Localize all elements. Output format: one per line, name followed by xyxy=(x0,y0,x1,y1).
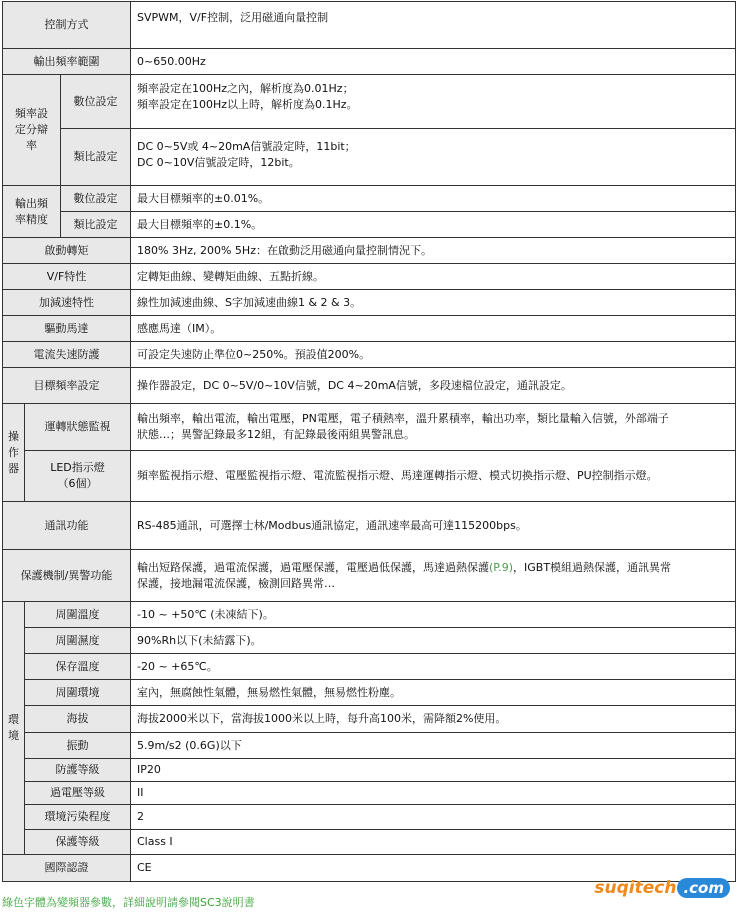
value-env-item: -10 ~ +50℃ (未凍結下)。 xyxy=(131,602,736,628)
brand-watermark xyxy=(594,876,730,900)
row-drive-motor xyxy=(3,316,736,342)
row-env-temp xyxy=(3,602,736,628)
row-env-protection-class xyxy=(3,830,736,855)
label-target-freq-setting: 目標頻率設定 xyxy=(3,368,131,404)
row-operator-led xyxy=(3,451,736,502)
brand-suffix: .com xyxy=(677,878,730,898)
label-environment xyxy=(3,602,25,855)
label-env-item: 周圍濕度 xyxy=(25,628,131,654)
label-control-method: 控制方式 xyxy=(3,2,131,49)
label-certification: 國際認證 xyxy=(3,855,131,882)
label-communication: 通訊功能 xyxy=(3,502,131,550)
value-env-item: -20 ~ +65℃。 xyxy=(131,654,736,680)
value-env-item: 室內，無腐蝕性氣體，無易燃性氣體，無易燃性粉塵。 xyxy=(131,680,736,706)
row-protection xyxy=(3,550,736,602)
label-env-item: 海拔 xyxy=(25,706,131,733)
row-vf-characteristic xyxy=(3,264,736,290)
value-accel-decel: 線性加減速曲線、S字加減速曲線1 & 2 & 3。 xyxy=(131,290,736,316)
value-stall-prevention: 可設定失速防止準位0~250%。預設值200%。 xyxy=(131,342,736,368)
label-led-indicator xyxy=(25,451,131,502)
label-drive-motor: 驅動馬達 xyxy=(3,316,131,342)
text-line: DC 0~5V或 4~20mA信號設定時，11bit； xyxy=(137,140,356,153)
spec-table xyxy=(2,1,736,882)
value-env-item: Class I xyxy=(131,830,736,855)
label-char: 境 xyxy=(8,729,19,742)
value-drive-motor: 感應馬達（IM）。 xyxy=(131,316,736,342)
label-operator xyxy=(3,404,25,502)
value-certification: CE xyxy=(131,855,736,882)
label-env-item: 周圍溫度 xyxy=(25,602,131,628)
row-freq-resolution-digital xyxy=(3,75,736,129)
value-control-method: SVPWM，V/F控制，泛用磁通向量控制 xyxy=(131,2,736,49)
row-env-protection-grade xyxy=(3,759,736,782)
label-analog-setting: 類比設定 xyxy=(61,129,131,186)
text-line: DC 0~10V信號設定時，12bit。 xyxy=(137,156,300,169)
value-env-item: 5.9m/s2 (0.6G)以下 xyxy=(131,733,736,759)
label-output-freq-range: 輸出頻率範圍 xyxy=(3,49,131,75)
row-starting-torque xyxy=(3,238,736,264)
text-line: 頻率設定在100Hz之內，解析度為0.01Hz； xyxy=(137,82,354,95)
value-freq-resolution-digital xyxy=(131,75,736,129)
value-freq-accuracy-digital: 最大目標頻率的±0.01%。 xyxy=(131,186,736,212)
text-line: 頻率設定在100Hz以上時，解析度為0.1Hz。 xyxy=(137,98,358,111)
label-char: 環 xyxy=(8,713,19,726)
label-env-item: 保護等級 xyxy=(25,830,131,855)
label-char: 操 xyxy=(8,429,19,443)
row-env-vibration xyxy=(3,733,736,759)
row-freq-accuracy-analog xyxy=(3,212,736,238)
label-digital-setting: 數位設定 xyxy=(61,75,131,129)
label-line: （6個） xyxy=(57,477,98,490)
row-control-method xyxy=(3,2,736,49)
text-segment: ，IGBT模組過熱保護，通訊異常 xyxy=(513,560,672,574)
row-env-altitude xyxy=(3,706,736,733)
value-env-item: IP20 xyxy=(131,759,736,782)
row-communication xyxy=(3,502,736,550)
row-freq-accuracy-digital xyxy=(3,186,736,212)
footnote: 綠色字體為變頻器參數，詳細說明請參閱SC3說明書 xyxy=(2,896,255,909)
label-env-item: 過電壓等級 xyxy=(25,782,131,805)
label-freq-accuracy xyxy=(3,186,61,238)
label-vf-characteristic: V/F特性 xyxy=(3,264,131,290)
label-freq-resolution xyxy=(3,75,61,186)
label-char: 器 xyxy=(8,461,19,475)
label-char: 作 xyxy=(8,445,19,459)
text-line: 保護，接地漏電流保護，檢測回路異常… xyxy=(137,576,335,590)
value-output-freq-range: 0~650.00Hz xyxy=(131,49,736,75)
row-env-overvoltage xyxy=(3,782,736,805)
label-starting-torque: 啟動轉矩 xyxy=(3,238,131,264)
label-running-status-monitor: 運轉狀態監視 xyxy=(25,404,131,451)
text-line xyxy=(137,560,729,576)
label-stall-prevention: 電流失速防護 xyxy=(3,342,131,368)
row-freq-resolution-analog xyxy=(3,129,736,186)
row-env-storage-temp xyxy=(3,654,736,680)
value-env-item: 90%Rh以下(未結露下)。 xyxy=(131,628,736,654)
label-line: 輸出頻 xyxy=(15,196,48,210)
value-env-item: 2 xyxy=(131,805,736,830)
value-protection xyxy=(131,550,736,602)
value-vf-characteristic: 定轉矩曲線、變轉矩曲線、五點折線。 xyxy=(131,264,736,290)
label-protection: 保護機制/異警功能 xyxy=(3,550,131,602)
value-running-status-monitor xyxy=(131,404,736,451)
label-accel-decel: 加減速特性 xyxy=(3,290,131,316)
text-line: 輸出頻率，輸出電流，輸出電壓，PN電壓，電子積熱率，溫升累積率，輸出功率，類比量輸入信號，外部端子 xyxy=(137,412,669,425)
label-line: 率精度 xyxy=(15,212,48,226)
label-env-item: 振動 xyxy=(25,733,131,759)
label-line: LED指示燈 xyxy=(50,461,105,474)
label-env-item: 保存溫度 xyxy=(25,654,131,680)
value-freq-resolution-analog xyxy=(131,129,736,186)
row-stall-prevention xyxy=(3,342,736,368)
parameter-link: (P.9) xyxy=(489,560,513,574)
label-analog-setting: 類比設定 xyxy=(61,212,131,238)
row-env-ambient xyxy=(3,680,736,706)
value-env-item: 海拔2000米以下，當海拔1000米以上時，每升高100米，需降額2%使用。 xyxy=(131,706,736,733)
value-target-freq-setting: 操作器設定，DC 0~5V/0~10V信號，DC 4~20mA信號，多段速檔位設定，通訊設定。 xyxy=(131,368,736,404)
row-accel-decel xyxy=(3,290,736,316)
label-env-item: 周圍環境 xyxy=(25,680,131,706)
label-digital-setting: 數位設定 xyxy=(61,186,131,212)
label-line: 率 xyxy=(26,139,37,152)
text-segment: 輸出短路保護，過電流保護，過電壓保護，電壓過低保護，馬達過熱保護 xyxy=(137,560,489,574)
brand-name: suqitech xyxy=(594,878,677,898)
row-env-pollution xyxy=(3,805,736,830)
value-led-indicator: 頻率監視指示燈、電壓監視指示燈、電流監視指示燈、馬達運轉指示燈、模式切換指示燈、PU控制指示燈。 xyxy=(131,451,736,502)
value-env-item: II xyxy=(131,782,736,805)
label-env-item: 防護等級 xyxy=(25,759,131,782)
label-env-item: 環境污染程度 xyxy=(25,805,131,830)
text-line: 狀態…；異警記錄最多12組，有記錄最後兩組異警訊息。 xyxy=(137,428,415,441)
row-operator-monitor xyxy=(3,404,736,451)
row-output-freq-range xyxy=(3,49,736,75)
label-line: 頻率設 xyxy=(15,107,48,120)
row-target-freq-setting xyxy=(3,368,736,404)
value-freq-accuracy-analog: 最大目標頻率的±0.1%。 xyxy=(131,212,736,238)
value-communication: RS-485通訊，可選擇士林/Modbus通訊協定，通訊速率最高可達115200bps。 xyxy=(131,502,736,550)
value-starting-torque: 180% 3Hz, 200% 5Hz：在啟動泛用磁通向量控制情況下。 xyxy=(131,238,736,264)
label-line: 定分辯 xyxy=(15,123,48,136)
row-env-humidity xyxy=(3,628,736,654)
